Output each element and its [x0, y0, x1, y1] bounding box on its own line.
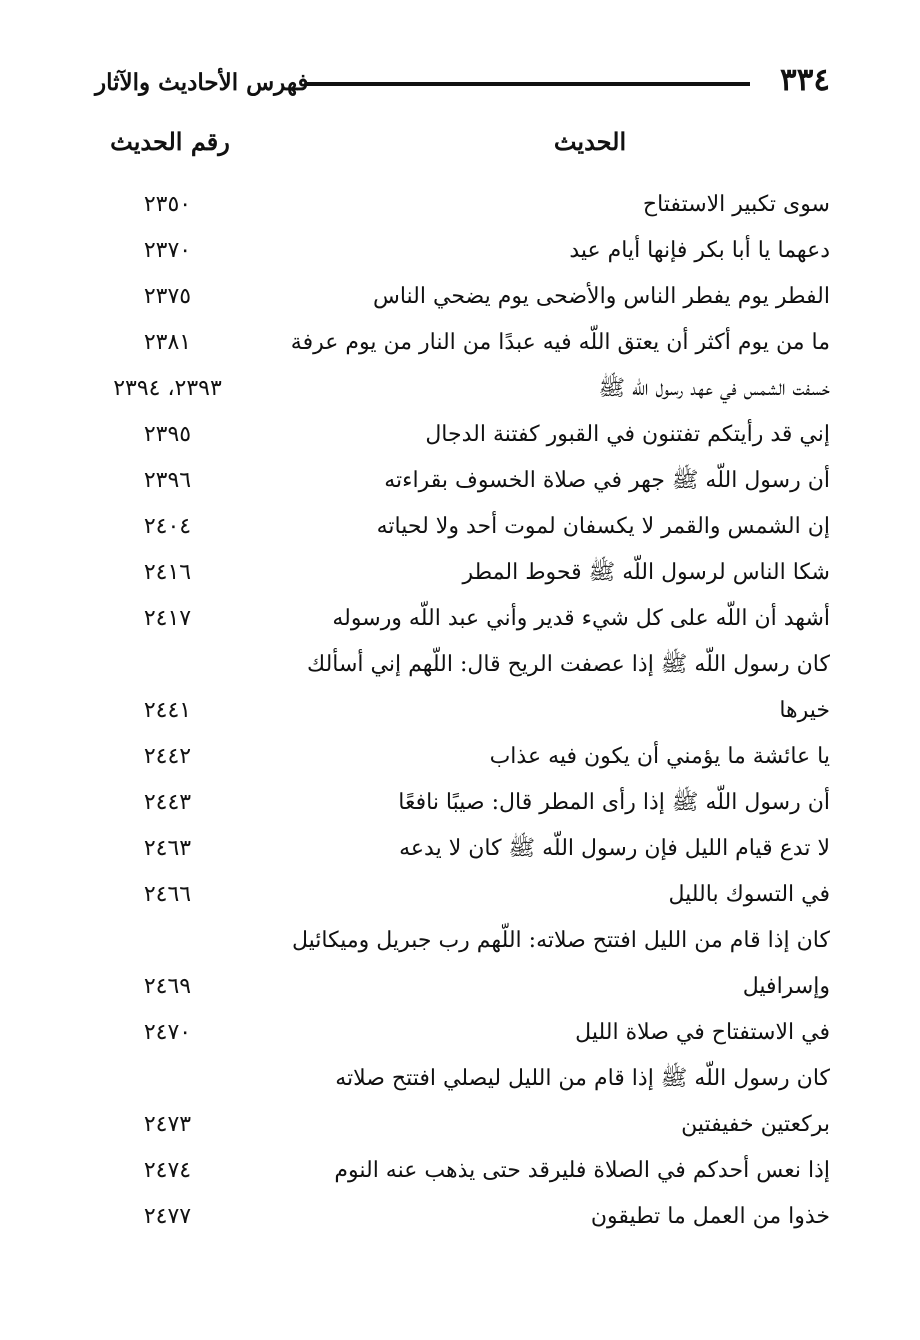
hadith-text: شكا الناس لرسول اللّه ﷺ قحوط المطر: [462, 560, 830, 585]
index-row: [95, 1010, 830, 1056]
index-row: [95, 458, 830, 504]
hadith-number: ٢٤١٦: [143, 560, 192, 585]
index-row: [95, 918, 830, 964]
hadith-text: أن رسول اللّه ﷺ إذا رأى المطر قال: صيبًا نافعًا: [398, 790, 830, 815]
hadith-text: خسفت الشمس في عهد رسول اللّه ﷺ: [598, 376, 830, 401]
hadith-number: ٢٤١٧: [143, 606, 192, 631]
hadith-number: ٢٤٦٣: [143, 836, 192, 861]
index-row: [95, 412, 830, 458]
hadith-number: ٢٣٧٥: [143, 284, 192, 309]
hadith-text: الفطر يوم يفطر الناس والأضحى يوم يضحي الناس: [372, 284, 830, 309]
hadith-index-list: [95, 182, 830, 1240]
hadith-text: إن الشمس والقمر لا يكسفان لموت أحد ولا لحياته: [376, 514, 830, 539]
column-headers: [95, 125, 830, 159]
hadith-number: [95, 918, 240, 964]
hadith-number: ٢٣٧٠: [143, 238, 192, 263]
hadith-text: كان رسول اللّه ﷺ إذا قام من الليل ليصلي افتتح صلاته: [335, 1066, 830, 1091]
hadith-text: يا عائشة ما يؤمني أن يكون فيه عذاب: [489, 744, 830, 769]
index-row: [95, 872, 830, 918]
hadith-number: ٢٣٩٣، ٢٣٩٤: [113, 376, 222, 401]
index-row: [95, 734, 830, 780]
page-number: ٣٣٤: [780, 62, 830, 98]
index-row: [95, 1102, 830, 1148]
index-row: [95, 366, 830, 412]
header-rule: [305, 82, 750, 86]
hadith-text: دعهما يا أبا بكر فإنها أيام عيد: [569, 238, 830, 263]
index-row: [95, 228, 830, 274]
hadith-text: خذوا من العمل ما تطيقون: [590, 1204, 830, 1229]
index-row: [95, 1056, 830, 1102]
index-row: [95, 964, 830, 1010]
hadith-number: ٢٤٤٣: [143, 790, 192, 815]
hadith-number: ٢٤٧٧: [143, 1204, 192, 1229]
index-row: [95, 642, 830, 688]
hadith-text: كان رسول اللّه ﷺ إذا عصفت الريح قال: اللّهم إني أسألك: [307, 652, 830, 677]
hadith-text: سوى تكبير الاستفتاح: [642, 192, 830, 217]
hadith-number: ٢٣٩٥: [143, 422, 192, 447]
hadith-text: خيرها: [779, 698, 830, 723]
index-row: [95, 1194, 830, 1240]
hadith-text: إني قد رأيتكم تفتنون في القبور كفتنة الدجال: [425, 422, 830, 447]
hadith-number: ٢٤٧٠: [143, 1020, 192, 1045]
hadith-number: ٢٤٦٦: [143, 882, 192, 907]
hadith-text: في الاستفتاح في صلاة الليل: [575, 1020, 830, 1045]
hadith-text: في التسوك بالليل: [668, 882, 830, 907]
hadith-text: بركعتين خفيفتين: [681, 1112, 830, 1137]
hadith-number: ٢٣٩٦: [143, 468, 192, 493]
index-row: [95, 596, 830, 642]
hadith-text: كان إذا قام من الليل افتتح صلاته: اللّهم رب جبريل وميكائيل: [291, 928, 830, 953]
hadith-number: [95, 1056, 240, 1102]
index-row: [95, 504, 830, 550]
hadith-number: [95, 642, 240, 688]
index-row: [95, 550, 830, 596]
index-row: [95, 274, 830, 320]
page-header: [95, 60, 830, 110]
index-row: [95, 1148, 830, 1194]
hadith-number: ٢٤٦٩: [143, 974, 192, 999]
hadith-number: ٢٤٤١: [143, 698, 192, 723]
hadith-text: أشهد أن اللّه على كل شيء قدير وأني عبد اللّه ورسوله: [332, 606, 830, 631]
column-header-number: رقم الحديث: [110, 127, 230, 156]
hadith-text: لا تدع قيام الليل فإن رسول اللّه ﷺ كان لا يدعه: [399, 836, 830, 861]
index-row: [95, 688, 830, 734]
hadith-number: ٢٤٤٢: [143, 744, 192, 769]
running-title: فهرس الأحاديث والآثار: [95, 69, 309, 96]
hadith-number: ٢٤٧٣: [143, 1112, 192, 1137]
index-row: [95, 182, 830, 228]
hadith-number: ٢٣٨١: [143, 330, 192, 355]
index-row: [95, 320, 830, 366]
hadith-text: إذا نعس أحدكم في الصلاة فليرقد حتى يذهب عنه النوم: [334, 1158, 830, 1183]
hadith-number: ٢٤٠٤: [143, 514, 192, 539]
index-row: [95, 826, 830, 872]
hadith-text: وإسرافيل: [742, 974, 830, 999]
index-row: [95, 780, 830, 826]
hadith-number: ٢٤٧٤: [143, 1158, 192, 1183]
hadith-number: ٢٣٥٠: [143, 192, 192, 217]
column-header-hadith: الحديث: [553, 127, 627, 156]
hadith-text: ما من يوم أكثر أن يعتق اللّه فيه عبدًا من النار من يوم عرفة: [290, 330, 830, 355]
hadith-text: أن رسول اللّه ﷺ جهر في صلاة الخسوف بقراءته: [384, 468, 830, 493]
